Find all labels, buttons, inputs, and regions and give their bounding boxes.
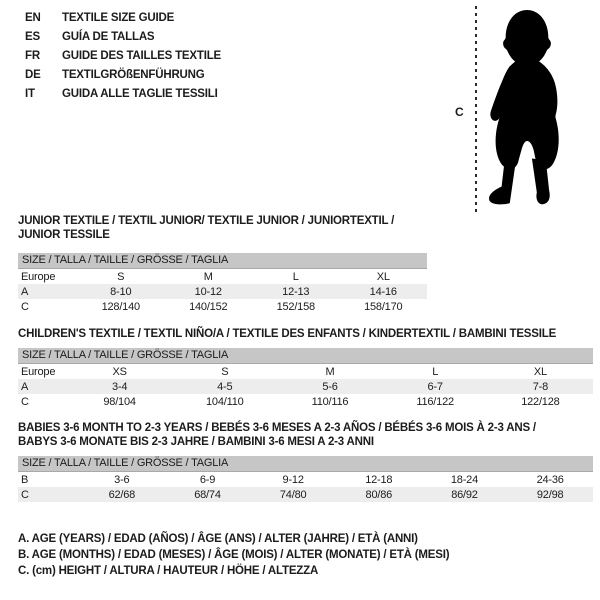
table-cell: 3-6 [114,473,130,486]
table-cell: 3-4 [111,380,128,393]
table-cell: 158/170 [364,300,403,313]
table-row [18,269,427,284]
language-code: IT [25,88,35,100]
table-cell: 116/122 [416,395,454,408]
table-cell: L [432,365,439,378]
row-label: C [21,488,29,501]
row-label: A [21,380,29,393]
language-code: DE [25,69,41,81]
table-cell: XL [533,365,547,378]
table-row [18,284,427,299]
table-cell: 4-5 [217,380,233,393]
babies-table-title: BABIES 3-6 MONTH TO 2-3 YEARS / BEBÉS 3-6 MESES A 2-3 AÑOS / BÉBÉS 3-6 MOIS À 2-3 ANS / [18,422,536,434]
table-cell: 152/158 [276,300,315,313]
table-row [18,299,427,314]
language-row [25,9,221,28]
table-cell: XS [112,365,127,378]
table-cell: 9-12 [282,473,304,486]
table-cell: 10-12 [194,285,222,298]
table-cell: 8-10 [110,285,132,298]
language-title: TEXTILGRÖßENFÜHRUNG [62,69,205,81]
table-cell: 6-7 [427,380,443,393]
junior-table-section [18,214,427,314]
table-cell: 74/80 [279,488,307,501]
language-code: ES [25,31,40,43]
language-row [25,28,221,47]
table-row [18,472,593,487]
row-label: C [21,300,29,313]
table-cell: 140/152 [189,300,228,313]
language-header [25,9,221,104]
language-code: FR [25,50,40,62]
babies-table-title-line2: BABYS 3-6 MONATE BIS 2-3 JAHRE / BAMBINI 3-6 MESI A 2-3 ANNI [18,436,374,448]
table-cell: 128/140 [101,300,140,313]
table-row [18,379,593,394]
table-cell: 5-6 [322,380,338,393]
language-title: GUIDE DES TAILLES TEXTILE [62,50,221,62]
table-row [18,487,593,502]
language-code: EN [25,12,41,24]
legend-line: C. (cm) HEIGHT / ALTURA / HAUTEUR / HÖHE / ALTEZZA [18,565,319,577]
table-cell: L [292,270,299,283]
language-title: GUÍA DE TALLAS [62,31,155,43]
table-row [18,394,593,409]
table-cell: S [221,365,229,378]
language-title: TEXTILE SIZE GUIDE [62,12,175,24]
language-title: GUIDA ALLE TAGLIE TESSILI [62,88,218,100]
table-cell: 7-8 [532,380,549,393]
row-label: Europe [21,270,56,283]
children-table-title: CHILDREN'S TEXTILE / TEXTIL NIÑO/A / TEXTILE DES ENFANTS / KINDERTEXTIL / BAMBINI TESSILE [18,328,557,340]
table-cell: 18-24 [450,473,479,486]
table-cell: 68/74 [194,488,221,501]
babies-table-section [18,421,593,502]
row-label: Europe [21,365,56,378]
table-cell: 12-18 [365,473,393,486]
row-label: A [21,285,29,298]
baby-silhouette-image [477,8,577,208]
children-table-section [18,327,593,409]
junior-table-title: JUNIOR TEXTILE / TEXTIL JUNIOR/ TEXTILE JUNIOR / JUNIORTEXTIL / JUNIOR TESSILE [18,215,395,241]
junior-size-header-bar: SIZE / TALLA / TAILLE / GRÖSSE / TAGLIA [18,253,427,269]
table-row [18,364,593,379]
babies-size-table [18,472,593,502]
row-label: B [21,473,29,486]
language-row [25,47,221,66]
table-cell: S [117,270,125,283]
language-row [25,66,221,85]
table-cell: 6-9 [199,473,216,486]
table-cell: 12-13 [282,285,310,298]
row-label: C [21,395,29,408]
table-cell: 104/110 [206,395,244,408]
language-row [25,85,221,104]
babies-size-header-bar: SIZE / TALLA / TAILLE / GRÖSSE / TAGLIA [18,456,593,472]
table-cell: 122/128 [521,395,560,408]
table-cell: M [325,365,335,378]
table-cell: XL [376,270,390,283]
legend [18,531,449,579]
legend-line: A. AGE (YEARS) / EDAD (AÑOS) / ÂGE (ANS) / ALTER (JAHRE) / ETÀ (ANNI) [18,533,418,545]
table-cell: 24-36 [536,473,564,486]
legend-line: B. AGE (MONTHS) / EDAD (MESES) / ÂGE (MOIS) / ALTER (MONATE) / ETÀ (MESI) [18,549,450,561]
table-cell: 92/98 [536,488,564,501]
junior-size-table [18,269,427,314]
table-cell: 62/68 [108,488,136,501]
height-marker-label: C [455,105,464,119]
table-cell: 110/116 [311,395,349,408]
table-cell: 80/86 [365,488,393,501]
table-cell: M [203,270,213,283]
table-cell: 98/104 [103,395,136,408]
children-size-table [18,364,593,409]
table-cell: 14-16 [369,285,397,298]
table-cell: 86/92 [451,488,478,501]
children-size-header-bar: SIZE / TALLA / TAILLE / GRÖSSE / TAGLIA [18,348,593,364]
